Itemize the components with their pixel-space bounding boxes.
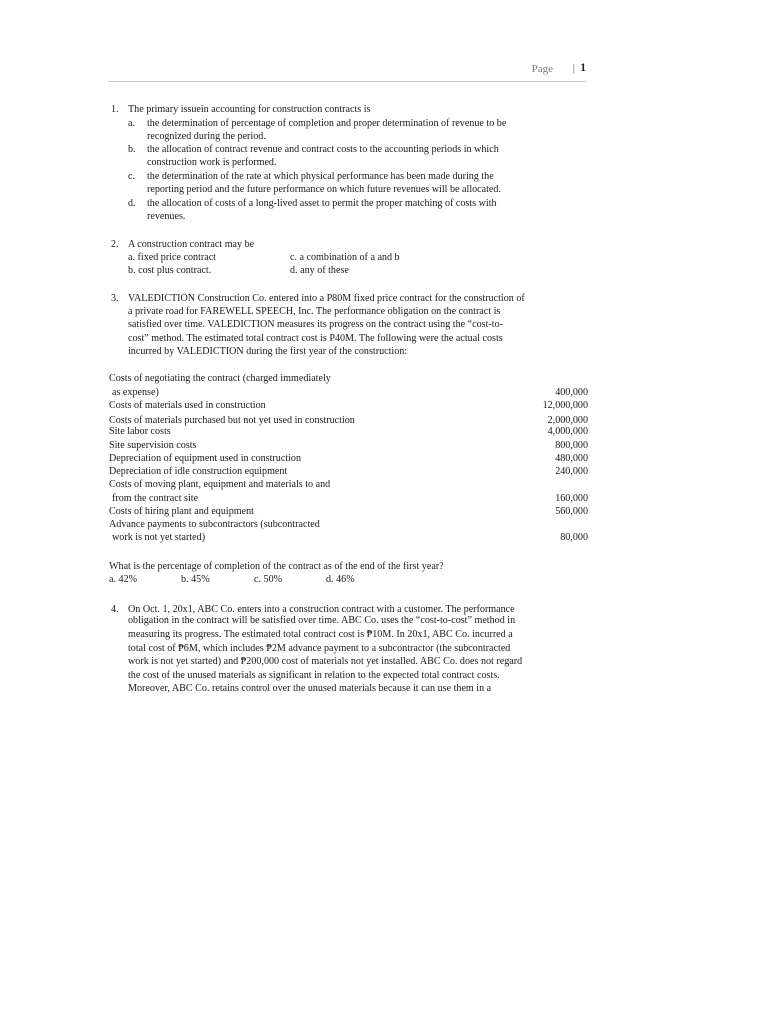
question-line: Moreover, ABC Co. retains control over the unused materials because it can use them in a	[128, 683, 492, 694]
cost-amount: 400,000	[555, 387, 588, 398]
cost-amount: 80,000	[560, 532, 588, 543]
question-number: 1.	[111, 104, 119, 115]
option-text: reporting period and the future performance on which future revenues will be allocated.	[147, 184, 501, 195]
option-text: revenues.	[147, 211, 186, 222]
cost-amount: 240,000	[555, 466, 588, 477]
cost-label: Costs of materials used in construction	[109, 400, 266, 411]
cost-label: as expense)	[112, 387, 159, 398]
cost-label: Site labor costs	[109, 426, 171, 437]
cost-amount: 4,000,000	[547, 426, 588, 437]
option-letter: a.	[128, 118, 136, 129]
cost-amount: 560,000	[555, 506, 588, 517]
cost-label: Depreciation of equipment used in construction	[109, 453, 302, 464]
option-d	[128, 197, 568, 224]
question-stem: A construction contract may be	[128, 239, 255, 250]
option-a	[128, 117, 568, 144]
option-text: the allocation of costs of a long-lived asset to permit the proper matching of costs with	[147, 198, 497, 209]
question-stem: The primary issuein accounting for construction contracts is	[128, 104, 371, 115]
option-letter: d.	[128, 198, 136, 209]
option-letter: b.	[128, 144, 136, 155]
question-text: What is the percentage of completion of the contract as of the end of the first year?	[109, 561, 444, 572]
question-2	[111, 238, 571, 278]
question-3-prompt	[109, 560, 588, 588]
cost-amount: 12,000,000	[542, 400, 588, 411]
choice-a: a. 42%	[109, 574, 138, 585]
option-text: the determination of percentage of completion and proper determination of revenue to be	[147, 118, 507, 129]
option-c: c. a combination of a and b	[290, 252, 400, 263]
question-line: obligation in the contract will be satisfied over time. ABC Co. uses the “cost-to-cost” method in	[128, 615, 516, 626]
question-number: 3.	[111, 293, 119, 304]
option-b: b. cost plus contract.	[128, 265, 212, 276]
question-line: measuring its progress. The estimated total contract cost is ₱10M. In 20x1, ABC Co. incurred a	[128, 629, 513, 640]
cost-label: Costs of materials purchased but not yet used in construction	[109, 415, 355, 426]
option-text: recognized during the period.	[147, 131, 266, 142]
question-4	[111, 603, 583, 698]
cost-label: Costs of moving plant, equipment and materials to and	[109, 479, 331, 490]
option-b	[128, 143, 568, 170]
cost-label: Costs of hiring plant and equipment	[109, 506, 254, 517]
option-text: the allocation of contract revenue and contract costs to the accounting periods in which	[147, 144, 499, 155]
cost-amount: 160,000	[555, 493, 588, 504]
page-label: Page	[531, 63, 553, 75]
question-line: total cost of ₱6M, which includes ₱2M advance payment to a subcontractor (the subcontracted	[128, 643, 511, 654]
choice-b: b. 45%	[181, 574, 210, 585]
option-d: d. any of these	[290, 265, 349, 276]
cost-label: from the contract site	[112, 493, 199, 504]
question-line: cost” method. The estimated total contract cost is P40M. The following were the actual costs	[128, 333, 503, 344]
cost-amount: 800,000	[555, 440, 588, 451]
question-line: On Oct. 1, 20x1, ABC Co. enters into a construction contract with a customer. The performance	[128, 604, 515, 615]
cost-label: Depreciation of idle construction equipment	[109, 466, 288, 477]
question-3	[111, 292, 583, 360]
question-line: VALEDICTION Construction Co. entered into a P80M fixed price contract for the construction of	[128, 293, 525, 304]
option-text: construction work is performed.	[147, 157, 277, 168]
cost-label: work is not yet started)	[112, 532, 206, 543]
question-line: the cost of the unused materials as significant in relation to the expected total contract costs.	[128, 670, 500, 681]
page-separator: |	[572, 62, 575, 74]
question-line: satisfied over time. VALEDICTION measures its progress on the contract using the “cost-to-	[128, 319, 503, 330]
cost-label: Advance payments to subcontractors (subcontracted	[109, 519, 320, 530]
cost-label: Site supervision costs	[109, 440, 197, 451]
cost-amount: 480,000	[555, 453, 588, 464]
question-line: incurred by VALEDICTION during the first year of the construction:	[128, 346, 408, 357]
option-c	[128, 170, 568, 197]
option-text: the determination of the rate at which physical performance has been made during the	[147, 171, 494, 182]
question-line: a private road for FAREWELL SPEECH, Inc. The performance obligation on the contract is	[128, 306, 501, 317]
cost-label: Costs of negotiating the contract (charged immediately	[109, 373, 331, 384]
page-number: 1	[580, 62, 586, 74]
page-header	[108, 61, 586, 82]
question-1	[111, 103, 571, 223]
option-a: a. fixed price contract	[128, 252, 216, 263]
choice-d: d. 46%	[326, 574, 355, 585]
question-number: 4.	[111, 604, 119, 615]
choice-c: c. 50%	[254, 574, 283, 585]
cost-amount: 2,000,000	[547, 415, 588, 426]
option-letter: c.	[128, 171, 136, 182]
question-line: work is not yet started) and ₱200,000 cost of materials not yet installed. ABC Co. does not regard	[128, 656, 523, 667]
question-number: 2.	[111, 239, 119, 250]
